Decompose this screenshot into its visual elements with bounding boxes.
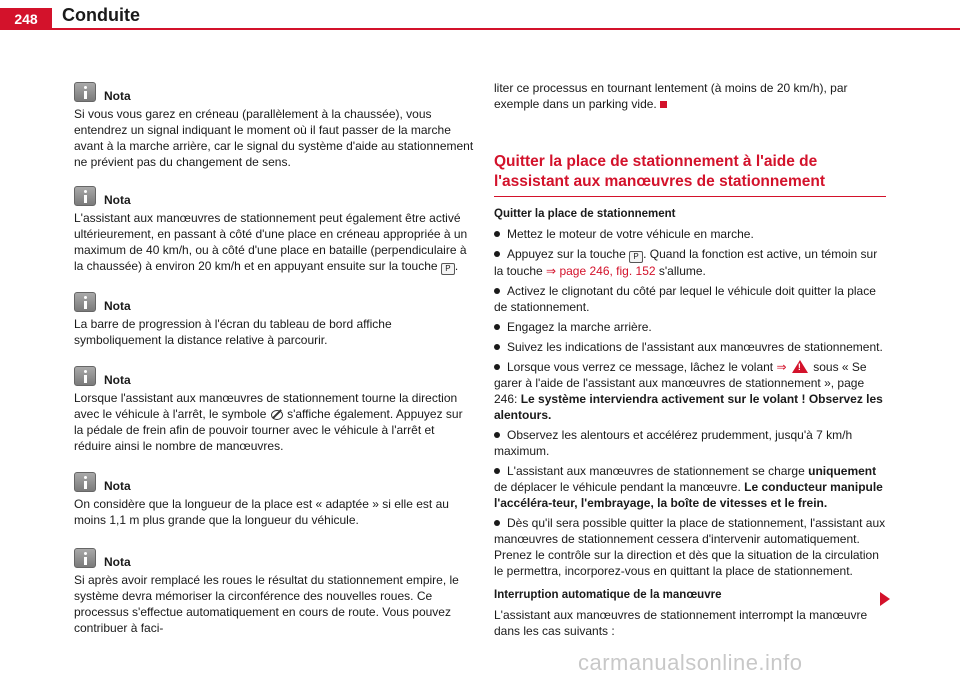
list-item-text: Engagez la marche arrière. bbox=[507, 320, 652, 334]
list-item-emphasis: Le conducteur manipule l'accéléra-teur, l'embrayage, la boîte de vitesses et le frein. bbox=[494, 480, 883, 510]
note-title: Nota bbox=[104, 479, 131, 493]
bullet-icon bbox=[494, 324, 500, 330]
list-item bbox=[494, 463, 886, 511]
info-icon bbox=[74, 472, 96, 492]
section-body bbox=[494, 206, 886, 639]
note-5 bbox=[74, 472, 474, 528]
continuation-part: liter ce processus en tournant lentement (à moins de 20 km/h), par exemple dans un parking vide. bbox=[494, 81, 848, 111]
link-arrow[interactable]: ⇒ bbox=[546, 264, 557, 278]
list-item bbox=[494, 319, 886, 335]
bullet-icon bbox=[494, 364, 500, 370]
next-page-arrow-icon[interactable] bbox=[880, 592, 890, 606]
note-title: Nota bbox=[104, 373, 131, 387]
note-header bbox=[74, 186, 474, 210]
bullet-icon bbox=[494, 468, 500, 474]
bullet-icon bbox=[494, 344, 500, 350]
list-item-emphasis: uniquement bbox=[808, 464, 877, 478]
list-item-text: Suivez les indications de l'assistant aux manœuvres de stationnement. bbox=[507, 340, 883, 354]
note-header bbox=[74, 366, 474, 390]
note-1 bbox=[74, 82, 474, 170]
parking-assist-key-icon: P bbox=[441, 263, 455, 275]
note-title: Nota bbox=[104, 555, 131, 569]
note-6 bbox=[74, 548, 474, 636]
list-item-text: Dès qu'il sera possible quitter la place de stationnement, l'assistant aux manœuvres de stationnement cessera d'intervenir automatiquement. Prenez le contrôle sur la direction et dès que la situation de la circulation le permettra, incorporez-vous en quittant la place de stationnement. bbox=[494, 516, 886, 578]
bullet-icon bbox=[494, 432, 500, 438]
note-text-part: s'affiche également. Appuyez sur la pédale de frein afin de pouvoir tourner avec le véhicule à l'arrêt et réduire ainsi le nombre de manœuvres. bbox=[74, 407, 463, 453]
list-item-text: . Quand la fonction est active, un témoin sur la touche bbox=[494, 247, 878, 278]
list-item-text: s'allume. bbox=[658, 264, 706, 278]
note-text: Si vous vous garez en créneau (parallèlement à la chaussée), vous entendrez un signal indiquant le moment où il faut passer de la marche avant à la marche arrière, car le signal du système d'aide au stationnement ne prévient pas du changement de sens. bbox=[74, 107, 474, 169]
end-marker-icon bbox=[660, 101, 667, 108]
note-text-part: . bbox=[454, 259, 459, 273]
link-arrow[interactable]: ⇒ bbox=[776, 360, 787, 374]
watermark: carmanualsonline.info bbox=[578, 650, 803, 675]
info-icon bbox=[74, 186, 96, 206]
page-number: 248 bbox=[0, 8, 52, 30]
note-header bbox=[74, 292, 474, 316]
note-title: Nota bbox=[104, 193, 131, 207]
list-item bbox=[494, 246, 886, 279]
info-icon bbox=[74, 292, 96, 312]
list-item-text: Mettez le moteur de votre véhicule en marche. bbox=[507, 227, 754, 241]
header-divider bbox=[0, 28, 960, 30]
chapter-title: Conduite bbox=[62, 5, 140, 25]
list-item bbox=[494, 427, 886, 459]
continuation-text bbox=[494, 80, 886, 112]
bullet-icon bbox=[494, 520, 500, 526]
note-title: Nota bbox=[104, 299, 131, 313]
list-item-text: Lorsque vous verrez ce message, lâchez le volant bbox=[507, 360, 774, 374]
section-title: Quitter la place de stationnement à l'aide de l'assistant aux manœuvres de stationnement bbox=[494, 152, 886, 197]
note-header bbox=[74, 472, 474, 496]
note-header bbox=[74, 82, 474, 106]
list-item-text: L'assistant aux manœuvres de stationnement se charge bbox=[507, 464, 805, 478]
list-item-text: Activez le clignotant du côté par lequel le véhicule doit quitter la place de stationnement. bbox=[494, 284, 876, 314]
note-text-part: L'assistant aux manœuvres de stationnement peut également être activé ultérieurement, en passant à côté d'une place en créneau appropriée à un maximum de 40 km/h, ou à côté d'une place en bataille (perpendiculaire à la chaussée) à environ 20 km/h et en appuyant ensuite sur la touche bbox=[74, 211, 468, 273]
note-text bbox=[74, 390, 474, 454]
info-icon bbox=[74, 82, 96, 102]
list-item-text: de déplacer le véhicule pendant la manœuvre. bbox=[494, 480, 741, 494]
list-item-text: sous « Se garer à l'aide de l'assistant aux manœuvres de stationnement », page 246: bbox=[494, 360, 867, 406]
bullet-icon bbox=[494, 231, 500, 237]
list-item bbox=[494, 283, 886, 315]
sub-heading: Quitter la place de stationnement bbox=[494, 208, 676, 220]
note-text-part: Lorsque l'assistant aux manœuvres de stationnement tourne la direction avec le véhicule à l'arrêt, le symbole bbox=[74, 391, 458, 421]
list-item bbox=[494, 226, 886, 242]
list-item-text: Appuyez sur la touche bbox=[507, 247, 626, 261]
note-4 bbox=[74, 366, 474, 454]
bullet-icon bbox=[494, 288, 500, 294]
bullet-icon bbox=[494, 251, 500, 257]
note-2 bbox=[74, 186, 474, 275]
note-text: Si après avoir remplacé les roues le résultat du stationnement empire, le système devra mémoriser la circonférence des nouvelles roues. Ce processus s'effectue automatiquement en cours de route. Vous pouvez contribuer à faci- bbox=[74, 573, 459, 635]
info-icon bbox=[74, 366, 96, 386]
warning-icon[interactable] bbox=[792, 360, 808, 373]
sub-heading: Interruption automatique de la manœuvre bbox=[494, 589, 722, 601]
note-text: La barre de progression à l'écran du tableau de bord affiche symboliquement la distance relative à parcourir. bbox=[74, 317, 392, 347]
paragraph: L'assistant aux manœuvres de stationnement interrompt la manœuvre dans les cas suivants : bbox=[494, 608, 868, 638]
list-item-emphasis: Le système interviendra activement sur le volant ! Observez les alentours. bbox=[494, 392, 883, 422]
info-icon bbox=[74, 548, 96, 568]
list-item bbox=[494, 359, 886, 423]
note-3 bbox=[74, 292, 474, 348]
note-header bbox=[74, 548, 474, 572]
page-header bbox=[0, 0, 960, 30]
page-reference-link[interactable]: page 246, fig. 152 bbox=[559, 264, 656, 278]
note-text bbox=[74, 210, 474, 275]
note-title: Nota bbox=[104, 89, 131, 103]
steering-symbol-icon bbox=[270, 409, 284, 419]
list-item bbox=[494, 515, 886, 579]
list-item bbox=[494, 339, 886, 355]
note-text: On considère que la longueur de la place est « adaptée » si elle est au moins 1,1 m plus grande que la longueur du véhicule. bbox=[74, 497, 449, 527]
list-item-text: Observez les alentours et accélérez prudemment, jusqu'à 7 km/h maximum. bbox=[494, 428, 853, 458]
parking-assist-key-icon: P bbox=[629, 251, 643, 263]
